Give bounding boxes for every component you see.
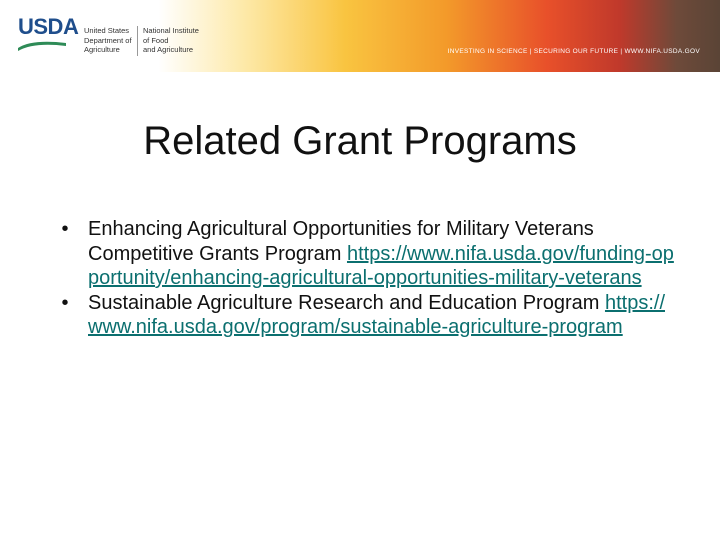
agency-nifa-line: National Institute [143, 26, 199, 35]
item-text: Enhancing Agricultural Opportunities for Military Veterans Competitive Grants Program [88, 218, 594, 265]
item-link[interactable]: https://www.nifa.usda.gov/funding-opportunity/enhancing-agricultural-opportunities-military-veterans [88, 242, 674, 289]
usda-logo-text: USDA [18, 14, 79, 39]
agency-nifa [143, 26, 199, 55]
usda-logo [18, 16, 78, 51]
bullet-icon: • [61, 291, 69, 314]
item-link[interactable]: https://www.nifa.usda.gov/program/sustainable-agriculture-program [88, 291, 665, 338]
list-item [58, 291, 678, 340]
agency-divider [137, 26, 138, 56]
agency-department-line: United States [84, 26, 130, 35]
agency-department-line: Department of [84, 35, 132, 45]
slide-title: Related Grant Programs [143, 119, 577, 163]
agency-department-line: Agriculture [84, 45, 120, 54]
list-item [58, 217, 678, 291]
agency-department [84, 26, 132, 55]
header-tagline: INVESTING IN SCIENCE | SECURING OUR FUTURE | WWW.NIFA.USDA.GOV [447, 48, 700, 55]
bullet-icon: • [61, 218, 69, 240]
usda-swoosh-icon [18, 39, 66, 51]
agency-nifa-line: of Food [143, 35, 169, 45]
bullet-list [58, 217, 678, 340]
header-banner [0, 0, 720, 72]
agency-nifa-line: and Agriculture [143, 45, 194, 54]
item-text: Sustainable Agriculture Research and Education Program [88, 291, 600, 314]
